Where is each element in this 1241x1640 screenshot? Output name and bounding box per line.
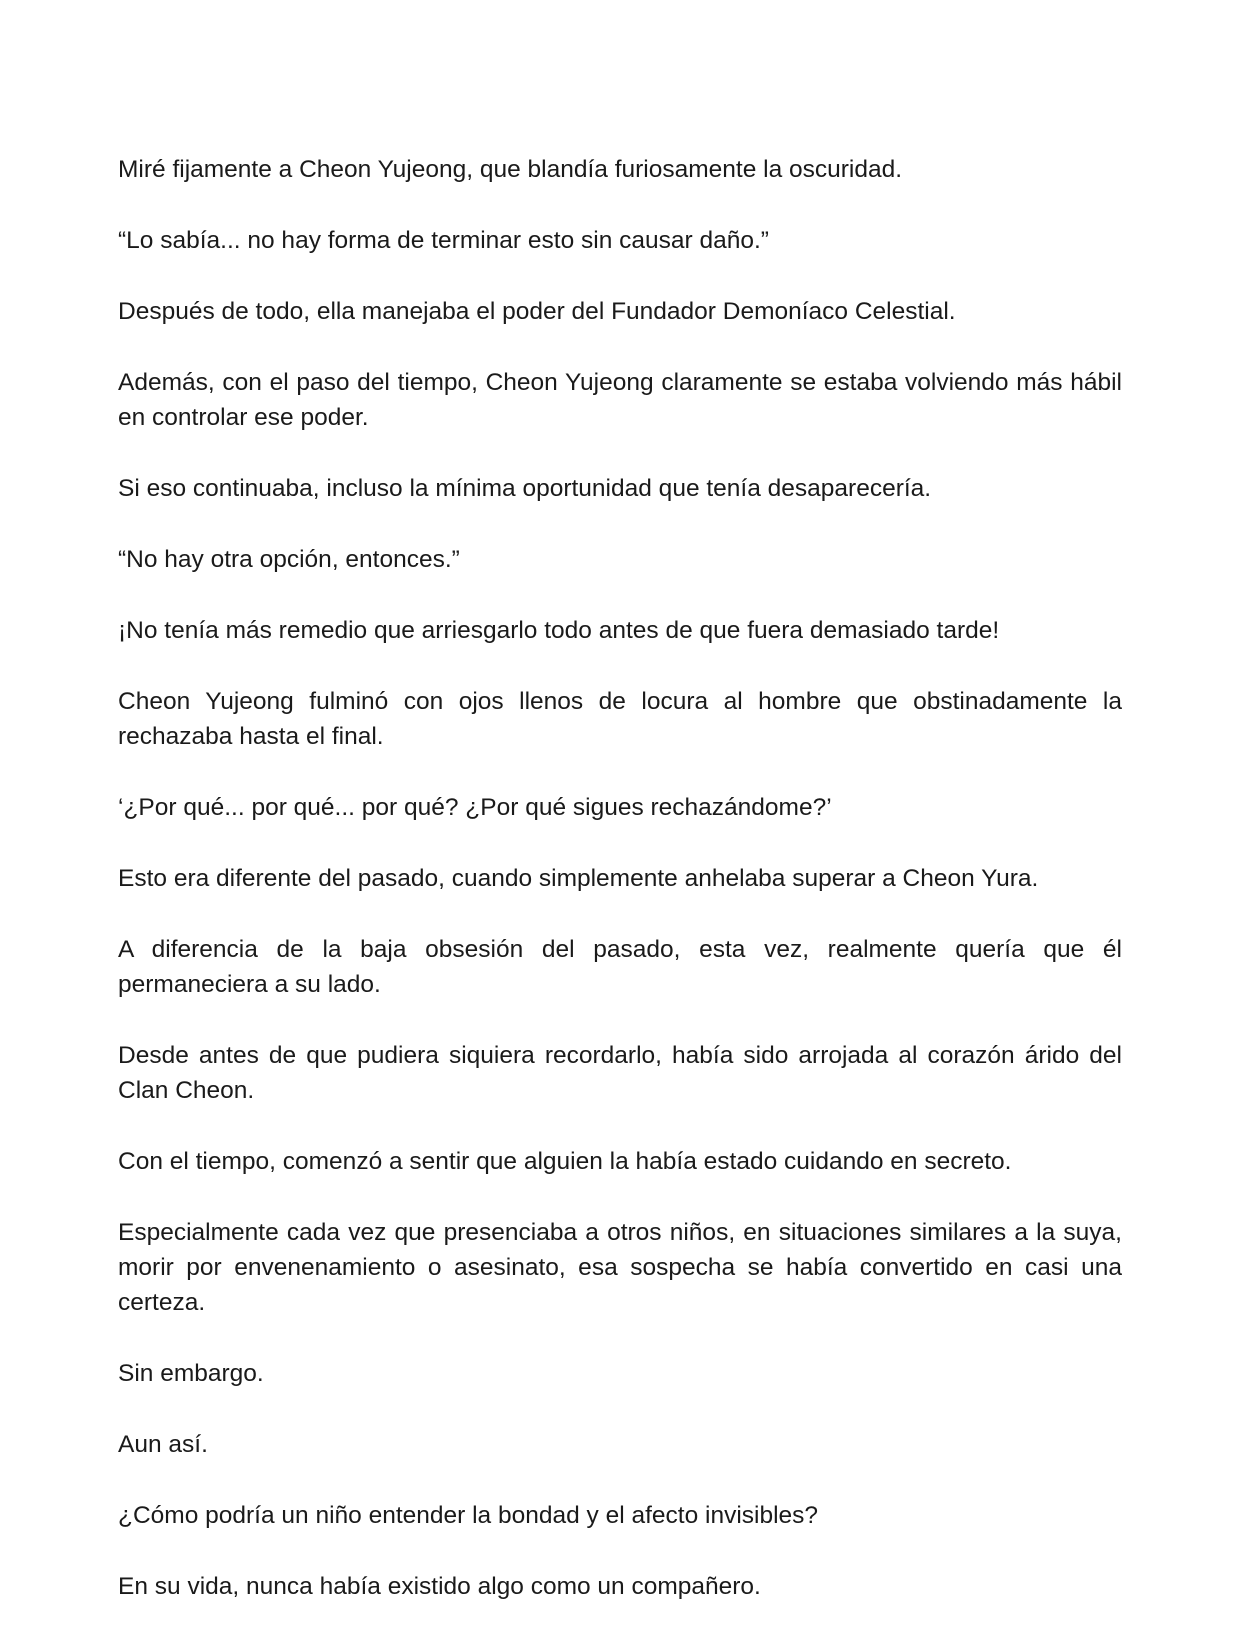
- paragraph: Especialmente cada vez que presenciaba a otros niños, en situaciones similares a la suya, morir por envenenamiento o asesinato, esa sospecha se había convertido en casi una certeza.: [118, 1219, 1122, 1316]
- paragraph: Con el tiempo, comenzó a sentir que alguien la había estado cuidando en secreto.: [118, 1148, 1012, 1175]
- paragraph: Además, con el paso del tiempo, Cheon Yujeong claramente se estaba volviendo más hábil en controlar ese poder.: [118, 369, 1122, 431]
- paragraph: ‘¿Por qué... por qué... por qué? ¿Por qué sigues rechazándome?’: [118, 794, 832, 821]
- paragraph: A diferencia de la baja obsesión del pasado, esta vez, realmente quería que él permaneciera a su lado.: [118, 936, 1122, 998]
- paragraph: Esto era diferente del pasado, cuando simplemente anhelaba superar a Cheon Yura.: [118, 865, 1039, 892]
- paragraph: ¡No tenía más remedio que arriesgarlo todo antes de que fuera demasiado tarde!: [118, 617, 1000, 644]
- paragraph: Sin embargo.: [118, 1360, 264, 1387]
- paragraph: Cheon Yujeong fulminó con ojos llenos de locura al hombre que obstinadamente la rechazaba hasta el final.: [118, 688, 1122, 750]
- paragraph: Si eso continuaba, incluso la mínima oportunidad que tenía desaparecería.: [118, 475, 932, 502]
- paragraph: “Lo sabía... no hay forma de terminar esto sin causar daño.”: [118, 227, 769, 254]
- document-body: [118, 152, 1122, 1640]
- paragraph: Miré fijamente a Cheon Yujeong, que blandía furiosamente la oscuridad.: [118, 156, 903, 183]
- paragraph: ¿Cómo podría un niño entender la bondad y el afecto invisibles?: [118, 1502, 819, 1529]
- paragraph: “No hay otra opción, entonces.”: [118, 546, 460, 573]
- paragraph: Después de todo, ella manejaba el poder del Fundador Demoníaco Celestial.: [118, 298, 956, 325]
- paragraph: Desde antes de que pudiera siquiera recordarlo, había sido arrojada al corazón árido del Clan Cheon.: [118, 1042, 1122, 1104]
- paragraph: En su vida, nunca había existido algo como un compañero.: [118, 1573, 761, 1600]
- paragraph: Aun así.: [118, 1431, 208, 1458]
